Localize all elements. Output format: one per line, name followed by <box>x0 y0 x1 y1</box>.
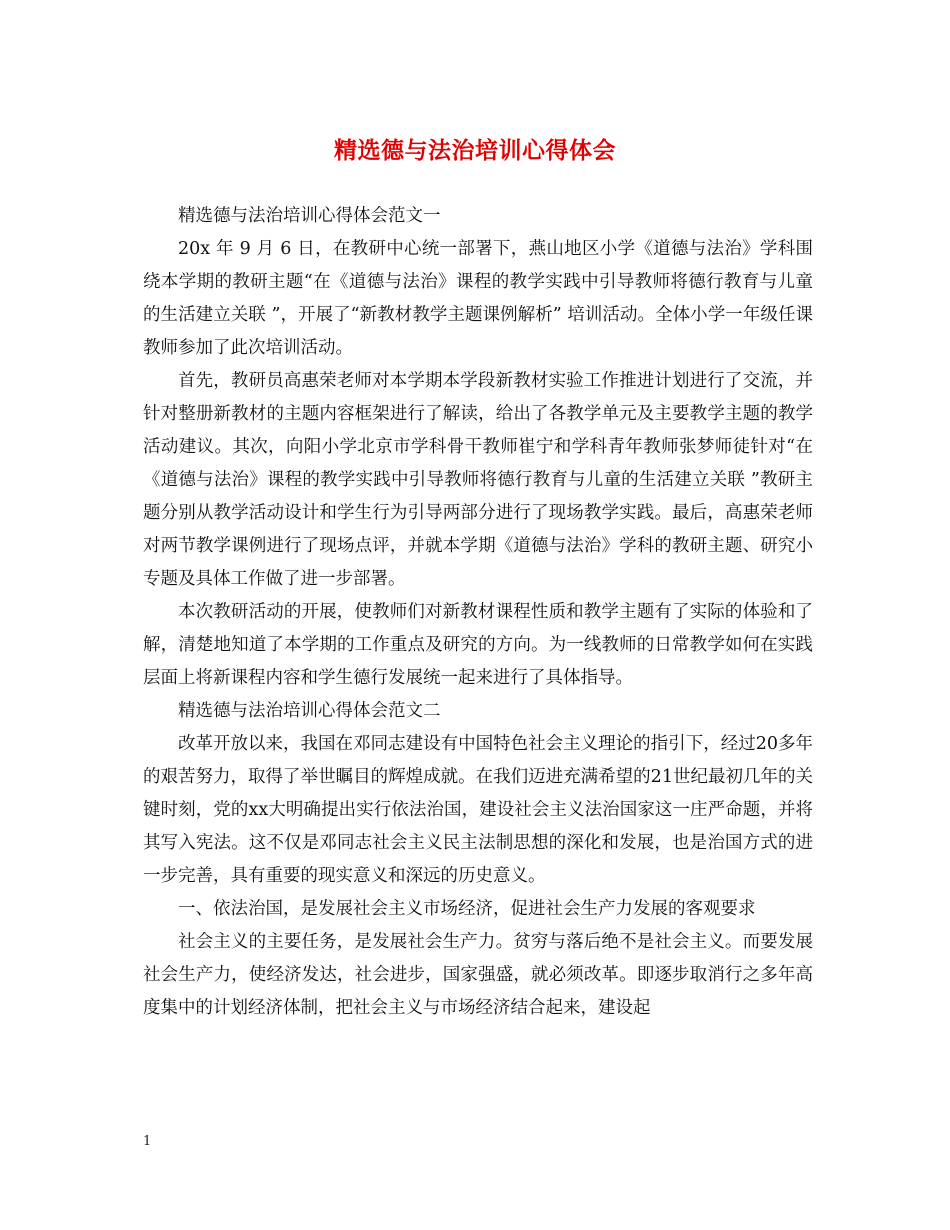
paragraph: 20x 年 9 月 6 日，在教研中心统一部署下，燕山地区小学《道德与法治》学科围绕本学期的教研主题“在《道德与法治》课程的教学实践中引导教师将德行教育与儿童的生活建立关联 ”，开展了“新教材教学主题课例解析” 培训活动。全体小学一年级任课教师参加了此次培训活动。 <box>143 239 813 358</box>
page-number: 1 <box>143 1134 152 1149</box>
paragraph: 本次教研活动的开展，使教师们对新教材课程性质和教学主题有了实际的体验和了解，清楚地知道了本学期的工作重点及研究的方向。为一线教师的日常教学如何在实践层面上将新课程内容和学生德行发展统一起来进行了具体指导。 <box>143 602 813 688</box>
paragraph: 改革开放以来，我国在邓同志建设有中国特色社会主义理论的指引下，经过20多年的艰苦努力，取得了举世瞩目的辉煌成就。在我们迈进充满希望的21世纪最初几年的关键时刻，党的xx大明确提出实行依法治国，建设社会主义法治国家这一庄严命题，并将其写入宪法。这不仅是邓同志社会主义民主法制思想的深化和发展，也是治国方式的进一步完善，具有重要的现实意义和深远的历史意义。 <box>143 734 813 886</box>
document-body <box>143 200 813 1025</box>
section-heading-2: 精选德与法治培训心得体会范文二 <box>178 701 441 721</box>
section-heading-1: 精选德与法治培训心得体会范文一 <box>178 206 441 226</box>
document-title: 精选德与法治培训心得体会 <box>334 137 616 164</box>
paragraph: 首先，教研员高惠荣老师对本学期本学段新教材实验工作推进计划进行了交流，并针对整册新教材的主题内容框架进行了解读，给出了各教学单元及主要教学主题的教学活动建议。其次，向阳小学北京市学科骨干教师崔宁和学科青年教师张梦师徒针对“在《道德与法治》课程的教学实践中引导教师将德行教育与儿童的生活建立关联 ”教研主题分别从教学活动设计和学生行为引导两部分进行了现场教学实践。最后，高惠荣老师对两节教学课例进行了现场点评，并就本学期《道德与法治》学科的教研主题、研究小专题及具体工作做了进一步部署。 <box>143 371 813 589</box>
subheading: 一、依法治国，是发展社会主义市场经济，促进社会生产力发展的客观要求 <box>178 899 756 919</box>
paragraph: 社会主义的主要任务，是发展社会生产力。贫穷与落后绝不是社会主义。而要发展社会生产力，使经济发达，社会进步，国家强盛，就必须改革。即逐步取消行之多年高度集中的计划经济体制，把社会主义与市场经济结合起来，建设起 <box>143 932 813 1018</box>
